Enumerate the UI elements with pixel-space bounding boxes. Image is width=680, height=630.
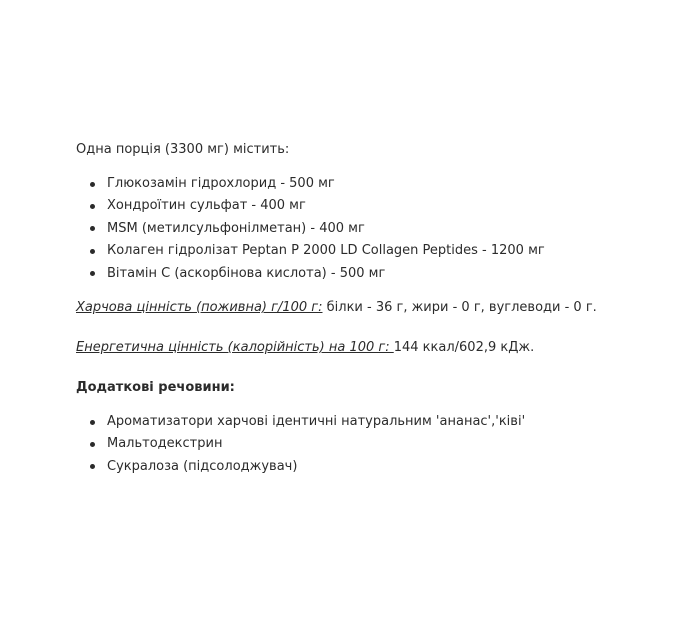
nutrition-label: Харчова цінність (поживна) г/100 г:: [76, 300, 323, 316]
energy-amount: 144 ккал/602,9 кДж.: [393, 340, 535, 356]
nutrition-value: білки - 36 г, жири - 0 г, вуглеводи - 0 г.: [322, 300, 597, 316]
nutrition-facts: [76, 298, 656, 318]
list-item: Хондроїтин сульфат - 400 мг: [90, 195, 656, 217]
energy-value: [76, 338, 656, 358]
list-item: Сукралоза (підсолоджувач): [90, 456, 656, 478]
list-item: Мальтодекстрин: [90, 433, 656, 455]
additives-list: [76, 411, 656, 478]
list-item: MSM (метилсульфонілметан) - 400 мг: [90, 218, 656, 240]
serving-description: Одна порція (3300 мг) містить:: [76, 142, 290, 157]
ingredients-list: [76, 173, 656, 285]
list-item: Вітамін С (аскорбінова кислота) - 500 мг: [90, 263, 656, 285]
product-composition: [76, 140, 656, 491]
list-item: Глюкозамін гідрохлорид - 500 мг: [90, 173, 656, 195]
list-item: Колаген гідролізат Peptan P 2000 LD Collagen Peptides - 1200 мг: [90, 240, 656, 262]
list-item: Ароматизатори харчові ідентичні натуральним 'ананас','ківі': [90, 411, 656, 433]
energy-label: Енергетична цінність (калорійність) на 100 г:: [76, 340, 394, 356]
additives-heading: Додаткові речовини:: [76, 380, 235, 396]
